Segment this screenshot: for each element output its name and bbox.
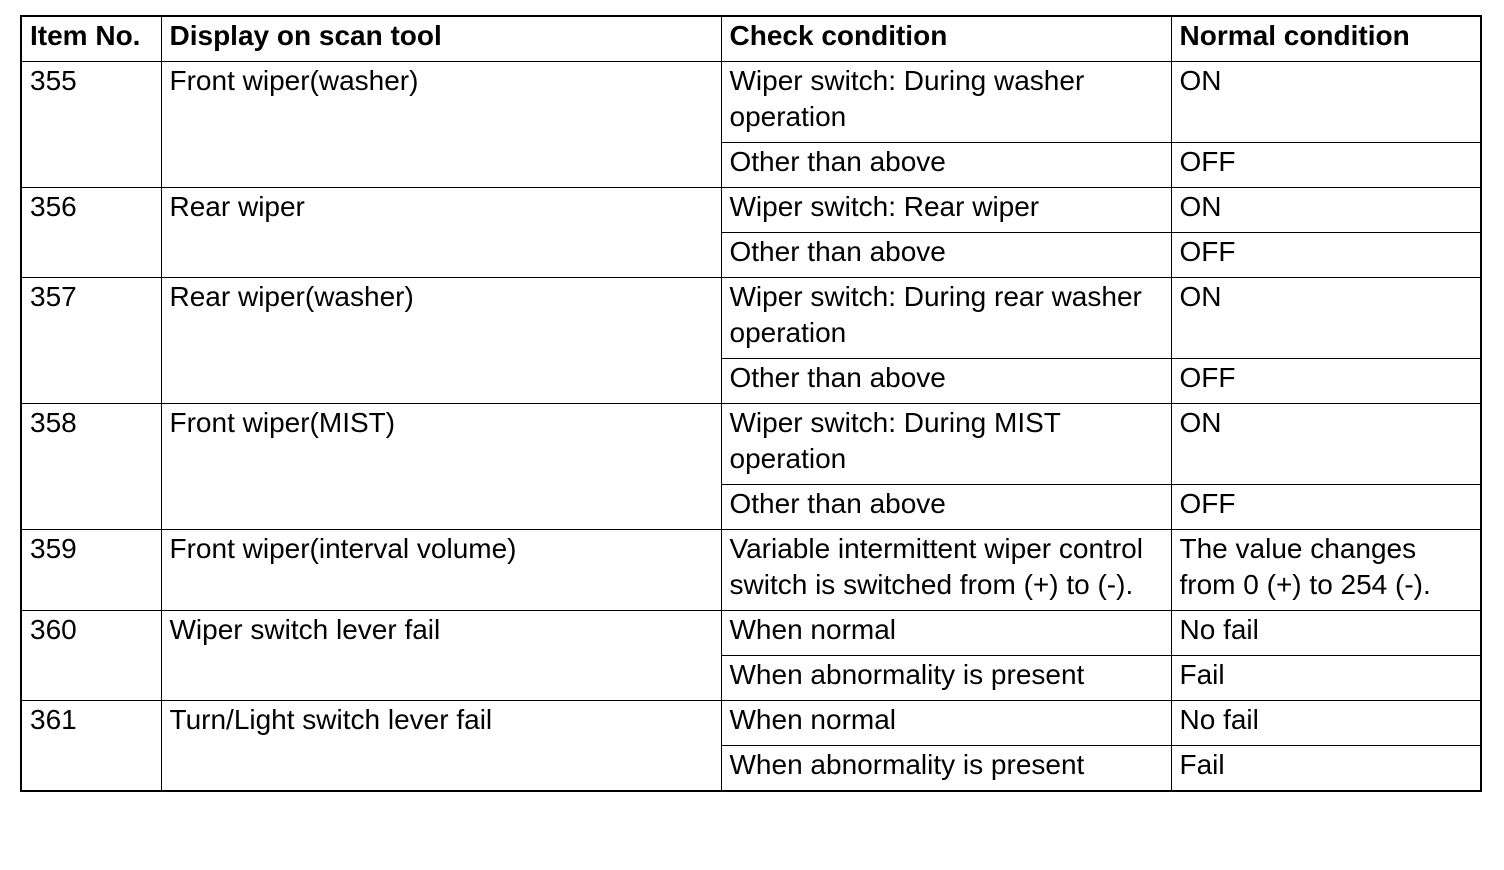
display-cell: Turn/Light switch lever fail [161, 701, 721, 792]
display-cell: Wiper switch lever fail [161, 611, 721, 701]
normal-condition-cell: Fail [1171, 656, 1481, 701]
check-condition-cell: Other than above [721, 143, 1171, 188]
scan-tool-data-table [20, 15, 1482, 792]
item-no-cell: 359 [21, 530, 161, 611]
check-condition-cell: Other than above [721, 233, 1171, 278]
check-condition-cell: Other than above [721, 359, 1171, 404]
table-row [21, 404, 1481, 485]
normal-condition-cell: No fail [1171, 701, 1481, 746]
display-cell: Rear wiper [161, 188, 721, 278]
normal-condition-cell: OFF [1171, 485, 1481, 530]
table-row [21, 701, 1481, 746]
check-condition-cell: When abnormality is present [721, 656, 1171, 701]
check-condition-cell: When abnormality is present [721, 746, 1171, 792]
check-condition-cell: Wiper switch: During MIST operation [721, 404, 1171, 485]
item-no-cell: 357 [21, 278, 161, 404]
header-row [21, 16, 1481, 62]
check-condition-cell: Other than above [721, 485, 1171, 530]
normal-condition-cell: OFF [1171, 233, 1481, 278]
check-condition-cell: Wiper switch: During rear washer operation [721, 278, 1171, 359]
check-condition-cell: When normal [721, 701, 1171, 746]
normal-condition-cell: The value changes from 0 (+) to 254 (-). [1171, 530, 1481, 611]
normal-condition-cell: ON [1171, 188, 1481, 233]
normal-condition-cell: OFF [1171, 359, 1481, 404]
table-row [21, 278, 1481, 359]
check-condition-cell: Variable intermittent wiper control switch is switched from (+) to (-). [721, 530, 1171, 611]
display-cell: Front wiper(washer) [161, 62, 721, 188]
check-condition-cell: When normal [721, 611, 1171, 656]
check-condition-cell: Wiper switch: Rear wiper [721, 188, 1171, 233]
normal-condition-cell: No fail [1171, 611, 1481, 656]
item-no-cell: 355 [21, 62, 161, 188]
table-row [21, 188, 1481, 233]
table-row [21, 62, 1481, 143]
display-cell: Front wiper(interval volume) [161, 530, 721, 611]
display-cell: Front wiper(MIST) [161, 404, 721, 530]
check-condition-cell: Wiper switch: During washer operation [721, 62, 1171, 143]
normal-condition-cell: OFF [1171, 143, 1481, 188]
header-normal-condition: Normal condition [1171, 16, 1481, 62]
item-no-cell: 361 [21, 701, 161, 792]
normal-condition-cell: ON [1171, 62, 1481, 143]
table-row [21, 611, 1481, 656]
item-no-cell: 358 [21, 404, 161, 530]
header-check-condition: Check condition [721, 16, 1171, 62]
header-display-on-scan-tool: Display on scan tool [161, 16, 721, 62]
normal-condition-cell: Fail [1171, 746, 1481, 792]
normal-condition-cell: ON [1171, 404, 1481, 485]
normal-condition-cell: ON [1171, 278, 1481, 359]
header-item-no: Item No. [21, 16, 161, 62]
item-no-cell: 356 [21, 188, 161, 278]
item-no-cell: 360 [21, 611, 161, 701]
display-cell: Rear wiper(washer) [161, 278, 721, 404]
table-header [21, 16, 1481, 62]
table-row [21, 530, 1481, 611]
table-body [21, 62, 1481, 792]
